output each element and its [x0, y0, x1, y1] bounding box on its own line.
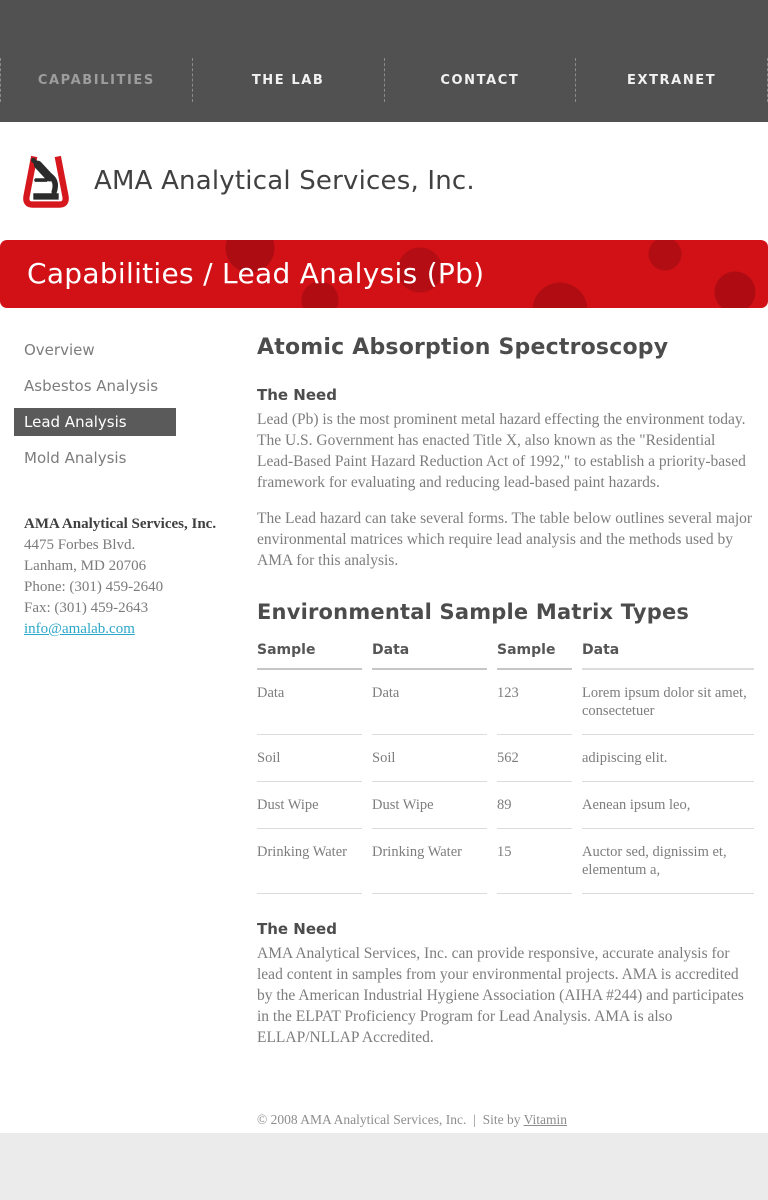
table-cell: 562	[497, 735, 572, 782]
copyright-text: © 2008 AMA Analytical Services, Inc.	[257, 1112, 467, 1127]
company-name: AMA Analytical Services, Inc.	[94, 166, 475, 196]
vitamin-link[interactable]: Vitamin	[523, 1112, 568, 1127]
page-title: Atomic Absorption Spectroscopy	[257, 335, 669, 360]
paragraph-lead-hazard-1: Lead (Pb) is the most prominent metal hazard effecting the environment today. The U.S. Government has enacted Title X, also known as the "Residential Lead-Based Paint Hazard Reduction Act of 1992," to establish a priority-based framework for evaluating and reducing lead-based paint hazards.	[257, 411, 746, 491]
address-fax: Fax: (301) 459-2643	[24, 600, 149, 616]
table-row	[257, 829, 754, 894]
page-banner	[0, 240, 768, 308]
nav-item-capabilities[interactable]	[0, 58, 192, 102]
footer-note	[257, 1112, 754, 1128]
nav-row	[0, 58, 768, 102]
sidebar-item-overview[interactable]: Overview	[24, 341, 95, 359]
footer-separator: |	[473, 1112, 476, 1127]
sidebar-item-lead-analysis[interactable]: Lead Analysis	[14, 408, 176, 436]
flask-microscope-icon[interactable]	[17, 151, 75, 211]
column-header-sample-2: Sample	[497, 636, 572, 670]
email-link[interactable]: info@amalab.com	[24, 621, 135, 637]
table-row	[257, 670, 754, 735]
table-cell: Drinking Water	[257, 829, 362, 894]
table-cell: Soil	[372, 735, 487, 782]
nav-item-contact[interactable]	[384, 58, 576, 102]
table-cell: 123	[497, 670, 572, 735]
main-content	[257, 308, 754, 1128]
paragraph-accreditation: AMA Analytical Services, Inc. can provide responsive, accurate analysis for lead content in samples from your environmental projects. AMA is accredited by the American Industrial Hygiene Association (AIHA #244) and participates in the ELPAT Proficiency Program for Lead Analysis. AMA is also ELLAP/NLLAP Accredited.	[257, 945, 744, 1046]
nav-item-extranet-label: EXTRANET	[626, 72, 717, 88]
column-header-data-2: Data	[582, 636, 754, 670]
address-phone: Phone: (301) 459-2640	[24, 579, 164, 595]
logo-bar	[0, 122, 768, 240]
table-cell: adipiscing elit.	[582, 735, 754, 782]
column-header-sample-1: Sample	[257, 636, 362, 670]
content	[0, 308, 768, 1128]
sidebar	[0, 308, 257, 640]
table-cell: Drinking Water	[372, 829, 487, 894]
table-row	[257, 735, 754, 782]
sidebar-item-mold-analysis[interactable]: Mold Analysis	[24, 449, 127, 467]
section-heading-the-need-2: The Need	[257, 920, 337, 938]
nav-item-the-lab[interactable]	[192, 58, 384, 102]
address-company-name: AMA Analytical Services, Inc.	[24, 516, 217, 532]
address-block	[24, 514, 257, 640]
section-heading-the-need-1: The Need	[257, 386, 337, 404]
matrix-section-heading: Environmental Sample Matrix Types	[257, 600, 690, 624]
table-cell: Soil	[257, 735, 362, 782]
sample-matrix-table	[247, 636, 764, 894]
sidebar-item-asbestos-analysis[interactable]: Asbestos Analysis	[24, 377, 159, 395]
address-street: 4475 Forbes Blvd.	[24, 537, 136, 553]
bottom-band	[0, 1133, 768, 1200]
paragraph-lead-hazard-2: The Lead hazard can take several forms. The table below outlines several major environmental matrices which require lead analysis and the methods used by AMA for this analysis.	[257, 510, 753, 569]
table-cell: 15	[497, 829, 572, 894]
nav-item-the-lab-label: THE LAB	[251, 72, 325, 88]
top-navigation-bar	[0, 0, 768, 122]
table-cell: Dust Wipe	[372, 782, 487, 829]
table-header-row	[257, 636, 754, 670]
table-cell: Auctor sed, dignissim et, elementum a,	[582, 829, 754, 894]
table-cell: Data	[257, 670, 362, 735]
column-header-data-1: Data	[372, 636, 487, 670]
table-cell: Lorem ipsum dolor sit amet, consectetuer	[582, 670, 754, 735]
site-by-text: Site by	[482, 1112, 521, 1127]
page-banner-title: Capabilities / Lead Analysis (Pb)	[27, 257, 485, 290]
table-cell: 89	[497, 782, 572, 829]
table-cell: Data	[372, 670, 487, 735]
table-cell: Dust Wipe	[257, 782, 362, 829]
nav-item-capabilities-label: CAPABILITIES	[37, 72, 155, 88]
address-city: Lanham, MD 20706	[24, 558, 147, 574]
sidebar-nav	[14, 336, 176, 472]
nav-item-extranet[interactable]	[575, 58, 767, 102]
nav-item-contact-label: CONTACT	[440, 72, 520, 88]
table-cell: Aenean ipsum leo,	[582, 782, 754, 829]
table-row	[257, 782, 754, 829]
